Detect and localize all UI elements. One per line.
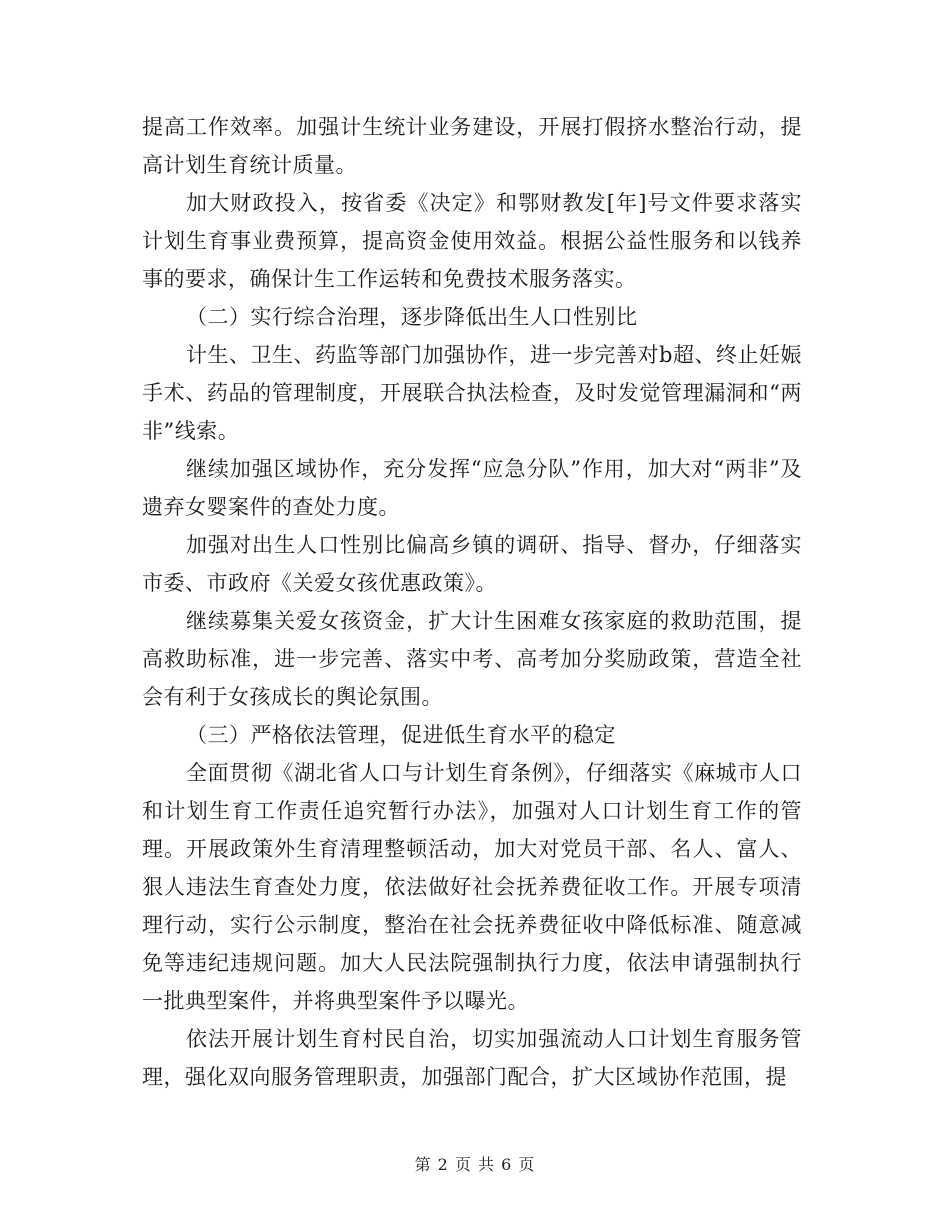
paragraph-6: 继续募集关爱女孩资金，扩大计生困难女孩家庭的救助范围，提高救助标准，进一步完善、落实中考、高考加分奖励政策，营造全社会有利于女孩成长的舆论氛围。 (142, 609, 802, 709)
paragraph-2: 加大财政投入，按省委《决定》和鄂财教发[年]号文件要求落实计划生育事业费预算，提高资金使用效益。根据公益性服务和以钱养事的要求，确保计生工作运转和免费技术服务落实。 (142, 191, 802, 291)
document-body (142, 108, 802, 1096)
paragraph-3: 计生、卫生、药监等部门加强协作，进一步完善对b超、终止妊娠手术、药品的管理制度，开展联合执法检查，及时发觉管理漏洞和“两非”线索。 (142, 343, 802, 443)
paragraph-4: 继续加强区域协作，充分发挥“应急分队”作用，加大对“两非”及遗弃女婴案件的查处力度。 (142, 457, 802, 519)
page-number-footer: 第 2 页 共 6 页 (414, 1155, 536, 1174)
section-heading-2: （二）实行综合治理，逐步降低出生人口性别比 (186, 305, 638, 329)
paragraph-5: 加强对出生人口性别比偏高乡镇的调研、指导、督办，仔细落实市委、市政府《关爱女孩优惠政策》。 (142, 533, 802, 595)
paragraph-8: 依法开展计划生育村民自治，切实加强流动人口计划生育服务管理，强化双向服务管理职责，加强部门配合，扩大区域协作范围，提 (142, 1027, 802, 1089)
paragraph-1: 提高工作效率。加强计生统计业务建设，开展打假挤水整治行动，提高计划生育统计质量。 (142, 115, 802, 177)
paragraph-7: 全面贯彻《湖北省人口与计划生育条例》，仔细落实《麻城市人口和计划生育工作责任追究暂行办法》，加强对人口计划生育工作的管理。开展政策外生育清理整顿活动，加大对党员干部、名人、富人、狠人违法生育查处力度，依法做好社会抚养费征收工作。开展专项清理行动，实行公示制度，整治在社会抚养费征收中降低标准、随意减免等违纪违规问题。加大人民法院强制执行力度，依法申请强制执行一批典型案件，并将典型案件予以曝光。 (142, 761, 802, 1013)
section-heading-3: （三）严格依法管理，促进低生育水平的稳定 (186, 723, 616, 747)
